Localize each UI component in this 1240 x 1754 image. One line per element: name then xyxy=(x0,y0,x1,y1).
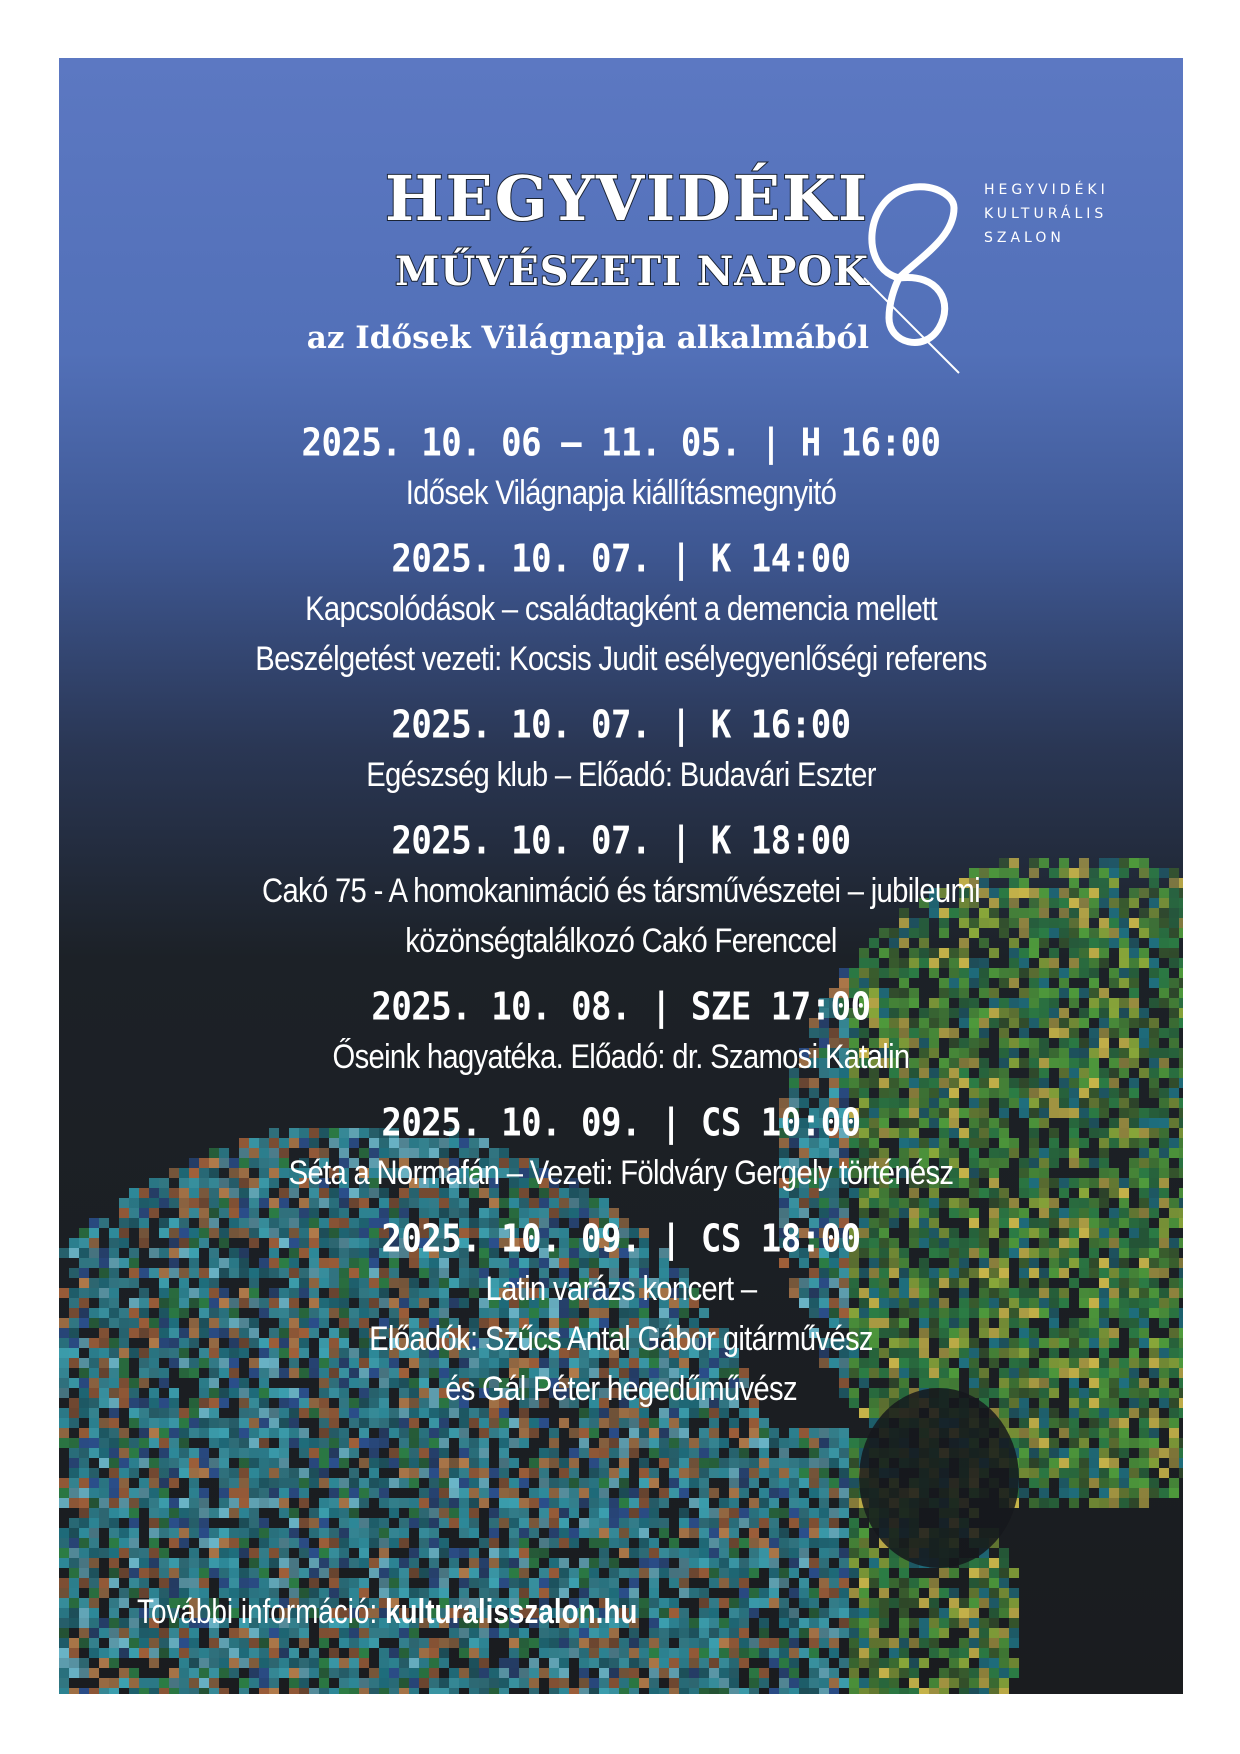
event-date: 2025. 10. 07. | K 14:00 xyxy=(391,536,851,582)
page-title: HEGYVIDÉKI xyxy=(384,162,869,235)
page-title-line2: MŰVÉSZETI NAPOK xyxy=(395,248,869,295)
event-description: Cakó 75 - A homokanimáció és társművészetei – jubileumi xyxy=(262,872,980,910)
page-subtitle: az Idősek Világnapja alkalmából xyxy=(306,320,869,356)
event-item xyxy=(59,534,1183,684)
event-item xyxy=(59,418,1183,518)
event-item xyxy=(59,1214,1183,1414)
logo-text-line3: SZALON xyxy=(984,230,1065,246)
event-item xyxy=(59,700,1183,800)
event-description: Előadók: Szűcs Antal Gábor gitárművész xyxy=(369,1320,873,1358)
logo-wordmark xyxy=(984,178,1109,250)
event-item xyxy=(59,982,1183,1082)
event-item xyxy=(59,1098,1183,1198)
logo-text-line2: KULTURÁLIS xyxy=(984,206,1108,222)
event-description: közönségtalálkozó Cakó Ferenccel xyxy=(405,922,837,960)
website-link[interactable]: kulturalisszalon.hu xyxy=(384,1593,638,1631)
event-description: Idősek Világnapja kiállításmegnyitó xyxy=(405,474,837,512)
event-list xyxy=(59,418,1183,1430)
event-description: Beszélgetést vezeti: Kocsis Judit esélyegyenlőségi referens xyxy=(255,640,987,678)
event-description: Latin varázs koncert – xyxy=(485,1270,757,1308)
event-date: 2025. 10. 07. | K 18:00 xyxy=(391,818,851,864)
footer-label: További információ: xyxy=(137,1593,378,1631)
footer-info xyxy=(137,1593,637,1632)
logo-text-line1: HEGYVIDÉKI xyxy=(984,182,1109,198)
event-date: 2025. 10. 08. | SZE 17:00 xyxy=(371,984,871,1030)
event-description: Séta a Normafán – Vezeti: Földváry Gergely történész xyxy=(288,1154,954,1192)
event-item xyxy=(59,816,1183,966)
event-date: 2025. 10. 09. | CS 18:00 xyxy=(381,1216,861,1262)
event-description: és Gál Péter hegedűművész xyxy=(445,1370,797,1408)
poster xyxy=(59,58,1183,1694)
event-date: 2025. 10. 09. | CS 10:00 xyxy=(381,1100,861,1146)
event-date: 2025. 10. 07. | K 16:00 xyxy=(391,702,851,748)
event-description: Kapcsolódások – családtagként a demencia mellett xyxy=(305,590,937,628)
event-date: 2025. 10. 06 – 11. 05. | H 16:00 xyxy=(301,420,941,466)
event-description: Őseink hagyatéka. Előadó: dr. Szamosi Katalin xyxy=(332,1038,910,1076)
event-description: Egészség klub – Előadó: Budavári Eszter xyxy=(366,756,876,794)
butterfly-logo-icon xyxy=(859,128,969,378)
